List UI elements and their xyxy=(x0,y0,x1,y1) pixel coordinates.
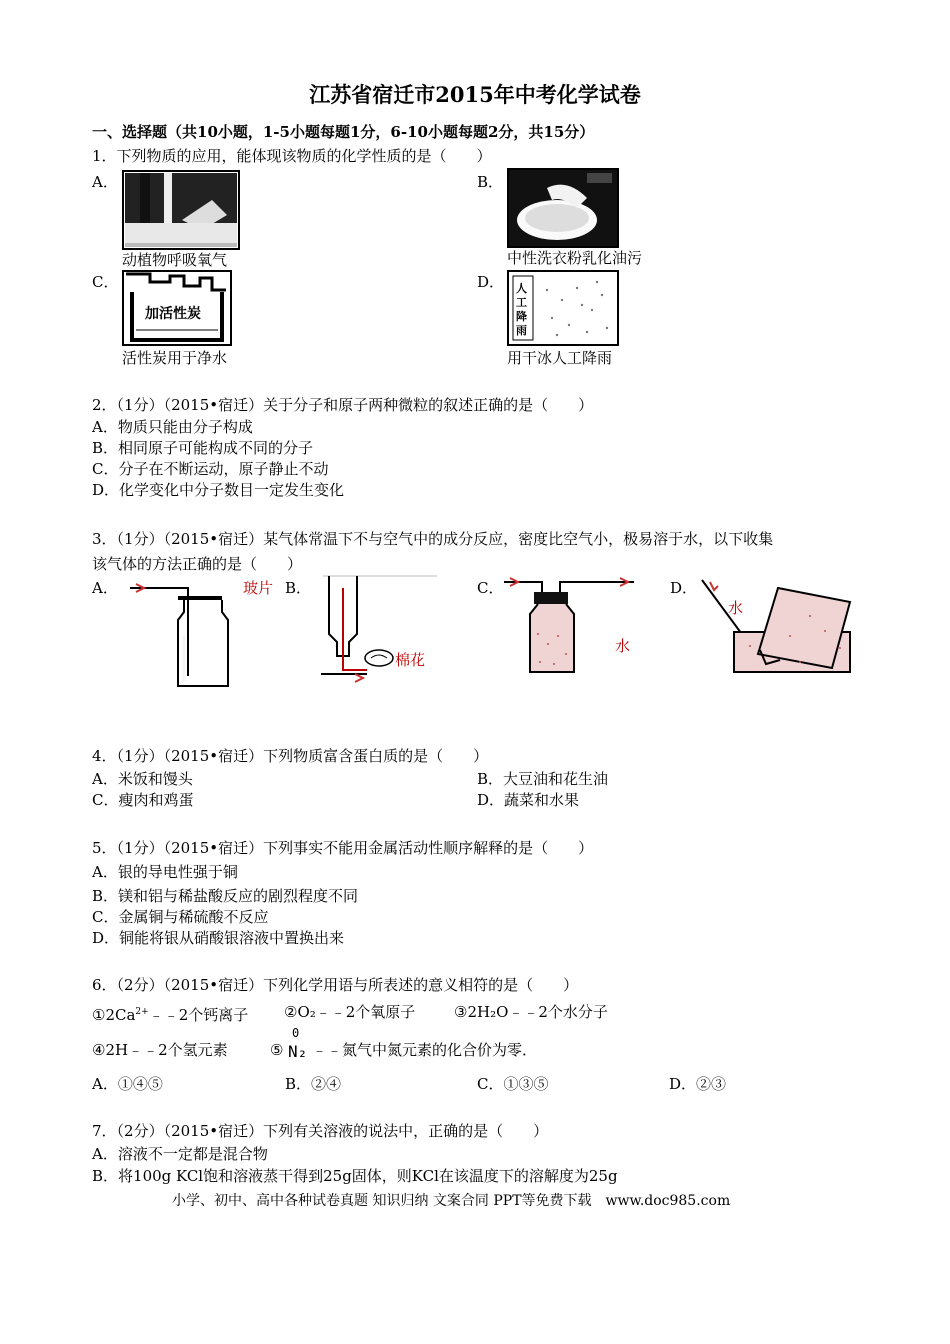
q2-option-c: C．分子在不断运动，原子静止不动 xyxy=(92,460,329,478)
q3-stem-line1: 3．（1分）（2015•宿迁）某气体常温下不与空气中的成分反应，密度比空气小，极易溶于水，以下收集 xyxy=(92,530,774,548)
q1-image-b-detergent xyxy=(507,168,619,248)
q4-option-d: D．蔬菜和水果 xyxy=(477,791,580,809)
page-title: 江苏省宿迁市2015年中考化学试卷 xyxy=(309,82,641,107)
q3-image-b-inverted-bottle xyxy=(315,574,440,696)
q5-stem: 5．（1分）（2015•宿迁）下列事实不能用金属活动性顺序解释的是（ ） xyxy=(92,839,594,857)
page-footer: 小学、初中、高中各种试卷真题 知识归纳 文案合同 PPT等免费下载 www.doc985.com xyxy=(172,1193,731,1209)
q2-stem: 2．（1分）（2015•宿迁）关于分子和原子两种微粒的叙述正确的是（ ） xyxy=(92,396,594,414)
q5-option-b: B．镁和铝与稀盐酸反应的剧烈程度不同 xyxy=(92,887,359,905)
q6-item-1 xyxy=(92,1002,248,1025)
q1-option-b-label: B． xyxy=(477,173,504,191)
q6-item-5-symbol: N₂ xyxy=(288,1042,308,1061)
q3-image-d-water-trough xyxy=(700,576,860,676)
q3-image-a-text: 玻片 xyxy=(243,579,274,597)
q7-stem: 7．（2分）（2015•宿迁）下列有关溶液的说法中，正确的是（ ） xyxy=(92,1122,549,1140)
q3-option-b-label: B． xyxy=(285,579,312,597)
q3-image-b-text: 棉花 xyxy=(395,651,426,669)
q1-image-a-breathing xyxy=(122,170,240,250)
q2-option-b: B．相同原子可能构成不同的分子 xyxy=(92,439,314,457)
q6-stem: 6．（2分）（2015•宿迁）下列化学用语与所表述的意义相符的是（ ） xyxy=(92,976,579,994)
q1-image-d-char-4: 雨 xyxy=(516,324,527,337)
q6-item-5-meaning: ﹣﹣氮气中氮元素的化合价为零． xyxy=(312,1041,538,1059)
q3-image-a-upright-bottle xyxy=(122,576,252,692)
q3-option-d-label: D． xyxy=(670,579,698,597)
q6-item-5-valence: 0 xyxy=(292,1026,300,1040)
q1-option-d-label: D． xyxy=(477,273,505,291)
q6-option-c: C．①③⑤ xyxy=(477,1075,549,1093)
q1-image-d-char-3: 降 xyxy=(516,310,527,323)
q3-stem-line2: 该气体的方法正确的是（ ） xyxy=(92,555,303,573)
q1-option-a-caption: 动植物呼吸氧气 xyxy=(122,251,228,269)
q1-option-c-caption: 活性炭用于净水 xyxy=(122,349,228,367)
q6-item-1-charge: 2+ xyxy=(135,1007,149,1017)
q2-option-d: D．化学变化中分子数目一定发生变化 xyxy=(92,481,345,499)
q4-option-a: A．米饭和馒头 xyxy=(92,770,193,788)
q4-option-b: B．大豆油和花生油 xyxy=(477,770,609,788)
q6-item-4: ④2H﹣﹣2个氢元素 xyxy=(92,1041,228,1059)
q1-option-c-label: C． xyxy=(92,273,119,291)
q3-option-c-label: C． xyxy=(477,579,504,597)
q3-image-d-text: 水 xyxy=(728,599,744,617)
q3-image-c-text: 水 xyxy=(615,637,631,655)
q1-option-b-caption: 中性洗衣粉乳化油污 xyxy=(507,249,643,267)
q6-option-b: B．②④ xyxy=(285,1075,342,1093)
q5-option-c: C．金属铜与稀硫酸不反应 xyxy=(92,908,269,926)
q4-option-c: C．瘦肉和鸡蛋 xyxy=(92,791,194,809)
q6-item-3: ③2H₂O﹣﹣2个水分子 xyxy=(454,1003,608,1021)
q6-item-5-marker: ⑤ xyxy=(270,1041,284,1059)
q4-stem: 4．（1分）（2015•宿迁）下列物质富含蛋白质的是（ ） xyxy=(92,747,489,765)
q3-image-c-water-bottle xyxy=(500,574,640,682)
q1-image-c-text: 加活性炭 xyxy=(145,306,201,322)
q3-option-a-label: A． xyxy=(92,579,118,597)
q6-item-1-formula: ①2Ca xyxy=(92,1006,136,1024)
q6-item-1-meaning: ﹣﹣2个钙离子 xyxy=(148,1006,249,1024)
q6-item-2: ②O₂﹣﹣2个氧原子 xyxy=(284,1003,416,1021)
q1-image-d-char-2: 工 xyxy=(516,296,527,309)
q1-option-d-caption: 用干冰人工降雨 xyxy=(507,349,613,367)
q5-option-d: D．铜能将银从硝酸银溶液中置换出来 xyxy=(92,929,345,947)
q6-option-d: D．②③ xyxy=(669,1075,727,1093)
q7-option-a: A．溶液不一定都是混合物 xyxy=(92,1145,268,1163)
q1-stem: 1．下列物质的应用，能体现该物质的化学性质的是（ ） xyxy=(92,147,492,165)
q5-option-a: A．银的导电性强于铜 xyxy=(92,863,238,881)
q1-image-d-char-1: 人 xyxy=(516,282,527,295)
section-heading: 一、选择题（共10小题，1-5小题每题1分，6-10小题每题2分，共15分） xyxy=(92,123,595,141)
q7-option-b: B．将100g KCl饱和溶液蒸干得到25g固体，则KCl在该温度下的溶解度为25g xyxy=(92,1167,618,1185)
q1-option-a-label: A． xyxy=(92,173,118,191)
q6-option-a: A．①④⑤ xyxy=(92,1075,163,1093)
q2-option-a: A．物质只能由分子构成 xyxy=(92,418,253,436)
